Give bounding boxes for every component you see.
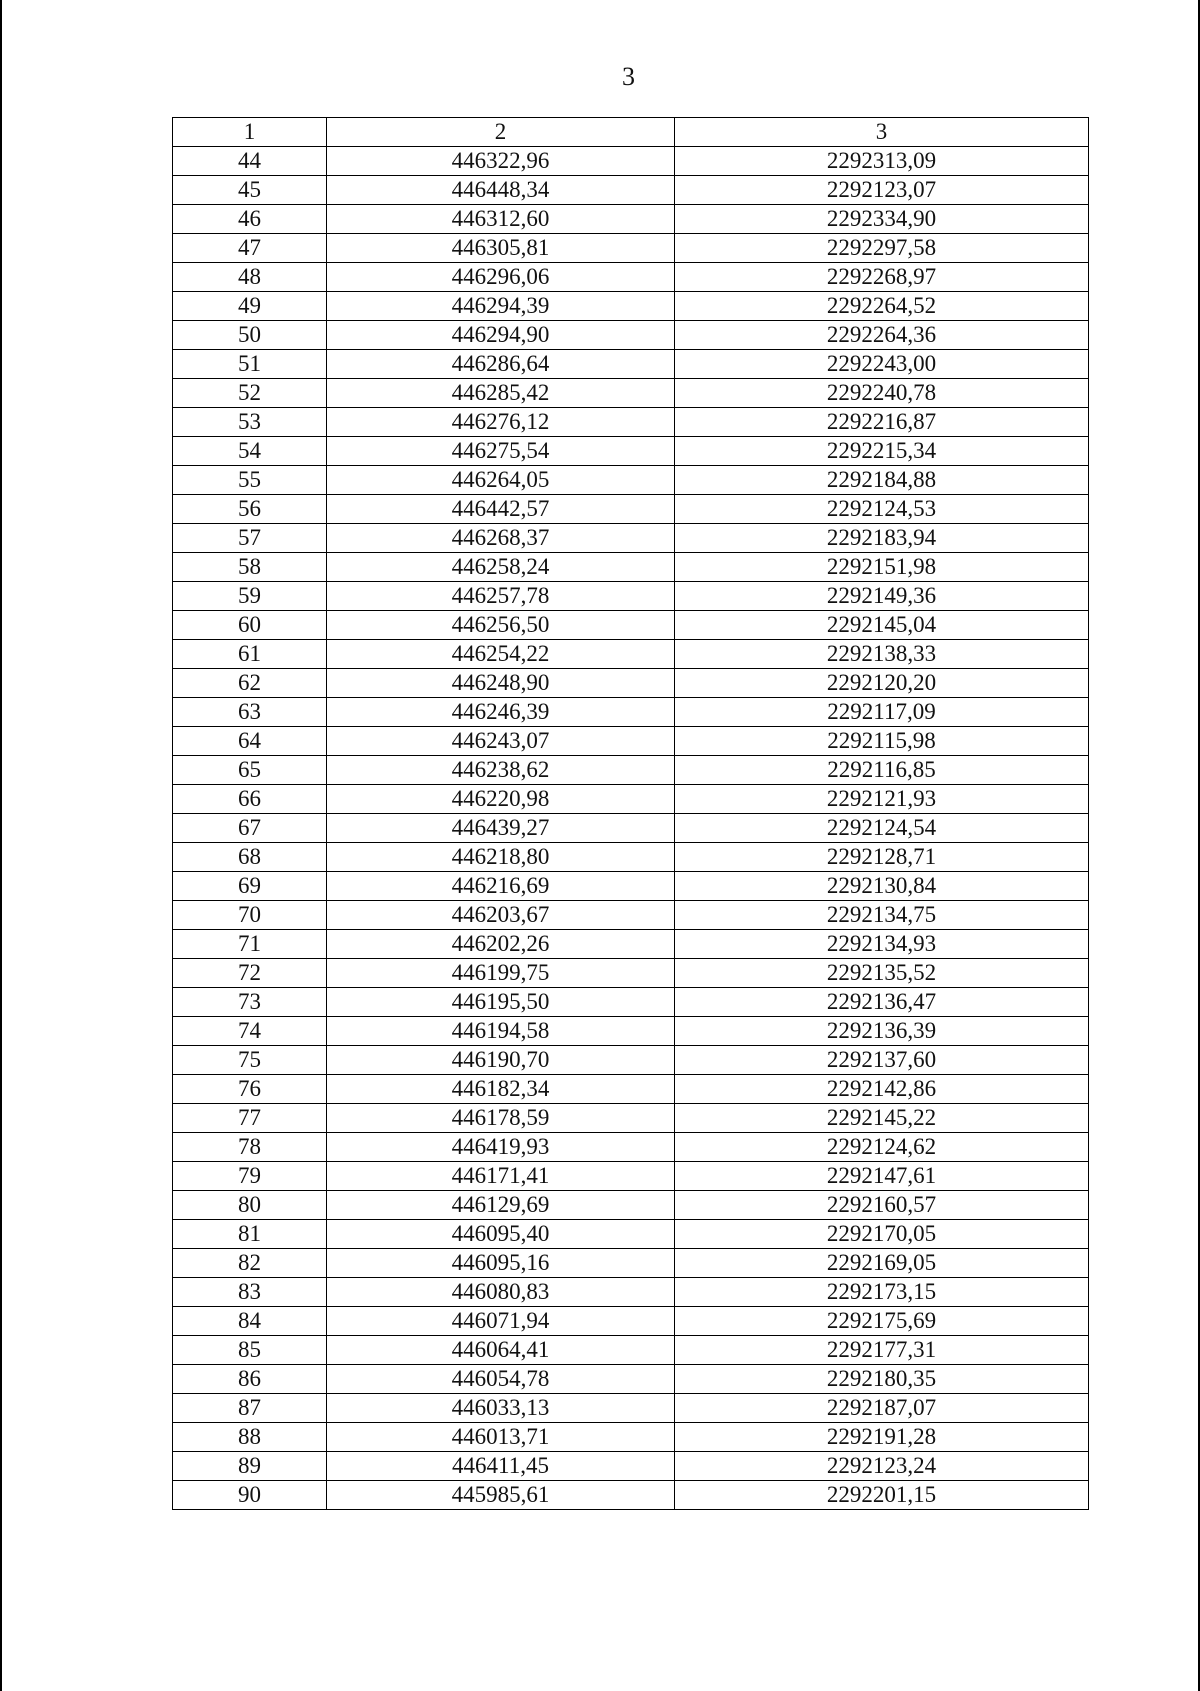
x-coordinate-cell: 446275,54 <box>327 437 675 466</box>
point-number-cell: 49 <box>173 292 327 321</box>
table-row <box>173 524 1089 553</box>
table-row <box>173 640 1089 669</box>
point-number-cell: 72 <box>173 959 327 988</box>
point-number-cell: 79 <box>173 1162 327 1191</box>
y-coordinate-cell: 2292297,58 <box>675 234 1089 263</box>
point-number-cell: 75 <box>173 1046 327 1075</box>
y-coordinate-cell: 2292149,36 <box>675 582 1089 611</box>
x-coordinate-cell: 446305,81 <box>327 234 675 263</box>
y-coordinate-cell: 2292201,15 <box>675 1481 1089 1510</box>
x-coordinate-cell: 446080,83 <box>327 1278 675 1307</box>
x-coordinate-cell: 446294,90 <box>327 321 675 350</box>
x-coordinate-cell: 446190,70 <box>327 1046 675 1075</box>
y-coordinate-cell: 2292124,54 <box>675 814 1089 843</box>
y-coordinate-cell: 2292264,52 <box>675 292 1089 321</box>
x-coordinate-cell: 446248,90 <box>327 669 675 698</box>
table-row <box>173 785 1089 814</box>
x-coordinate-cell: 446129,69 <box>327 1191 675 1220</box>
y-coordinate-cell: 2292116,85 <box>675 756 1089 785</box>
x-coordinate-cell: 446268,37 <box>327 524 675 553</box>
y-coordinate-cell: 2292134,75 <box>675 901 1089 930</box>
y-coordinate-cell: 2292215,34 <box>675 437 1089 466</box>
point-number-cell: 54 <box>173 437 327 466</box>
y-coordinate-cell: 2292191,28 <box>675 1423 1089 1452</box>
y-coordinate-cell: 2292187,07 <box>675 1394 1089 1423</box>
table-row <box>173 814 1089 843</box>
point-number-cell: 56 <box>173 495 327 524</box>
x-coordinate-cell: 446182,34 <box>327 1075 675 1104</box>
x-coordinate-cell: 446095,16 <box>327 1249 675 1278</box>
y-coordinate-cell: 2292160,57 <box>675 1191 1089 1220</box>
point-number-cell: 65 <box>173 756 327 785</box>
y-coordinate-cell: 2292135,52 <box>675 959 1089 988</box>
column-header-1: 1 <box>173 118 327 147</box>
x-coordinate-cell: 446195,50 <box>327 988 675 1017</box>
point-number-cell: 84 <box>173 1307 327 1336</box>
table-row <box>173 1394 1089 1423</box>
point-number-cell: 50 <box>173 321 327 350</box>
y-coordinate-cell: 2292137,60 <box>675 1046 1089 1075</box>
point-number-cell: 78 <box>173 1133 327 1162</box>
y-coordinate-cell: 2292240,78 <box>675 379 1089 408</box>
point-number-cell: 69 <box>173 872 327 901</box>
x-coordinate-cell: 446218,80 <box>327 843 675 872</box>
y-coordinate-cell: 2292175,69 <box>675 1307 1089 1336</box>
table-row <box>173 1220 1089 1249</box>
x-coordinate-cell: 446064,41 <box>327 1336 675 1365</box>
table-row <box>173 1278 1089 1307</box>
y-coordinate-cell: 2292136,39 <box>675 1017 1089 1046</box>
table-row <box>173 1133 1089 1162</box>
table-row <box>173 756 1089 785</box>
x-coordinate-cell: 446246,39 <box>327 698 675 727</box>
point-number-cell: 55 <box>173 466 327 495</box>
point-number-cell: 88 <box>173 1423 327 1452</box>
x-coordinate-cell: 446220,98 <box>327 785 675 814</box>
table-row <box>173 698 1089 727</box>
table-row <box>173 495 1089 524</box>
table-row <box>173 611 1089 640</box>
table-row <box>173 292 1089 321</box>
y-coordinate-cell: 2292115,98 <box>675 727 1089 756</box>
x-coordinate-cell: 446286,64 <box>327 350 675 379</box>
column-header-3: 3 <box>675 118 1089 147</box>
table-row <box>173 1191 1089 1220</box>
table-row <box>173 1481 1089 1510</box>
x-coordinate-cell: 446216,69 <box>327 872 675 901</box>
table-row <box>173 669 1089 698</box>
table-row <box>173 350 1089 379</box>
point-number-cell: 62 <box>173 669 327 698</box>
table-row <box>173 263 1089 292</box>
x-coordinate-cell: 446448,34 <box>327 176 675 205</box>
point-number-cell: 81 <box>173 1220 327 1249</box>
x-coordinate-cell: 446171,41 <box>327 1162 675 1191</box>
y-coordinate-cell: 2292147,61 <box>675 1162 1089 1191</box>
point-number-cell: 77 <box>173 1104 327 1133</box>
point-number-cell: 53 <box>173 408 327 437</box>
x-coordinate-cell: 446257,78 <box>327 582 675 611</box>
point-number-cell: 48 <box>173 263 327 292</box>
table-row <box>173 727 1089 756</box>
y-coordinate-cell: 2292170,05 <box>675 1220 1089 1249</box>
point-number-cell: 51 <box>173 350 327 379</box>
y-coordinate-cell: 2292130,84 <box>675 872 1089 901</box>
table-row <box>173 959 1089 988</box>
x-coordinate-cell: 446054,78 <box>327 1365 675 1394</box>
table-row <box>173 988 1089 1017</box>
point-number-cell: 87 <box>173 1394 327 1423</box>
point-number-cell: 76 <box>173 1075 327 1104</box>
x-coordinate-cell: 446296,06 <box>327 263 675 292</box>
table-row <box>173 1307 1089 1336</box>
y-coordinate-cell: 2292134,93 <box>675 930 1089 959</box>
y-coordinate-cell: 2292124,62 <box>675 1133 1089 1162</box>
y-coordinate-cell: 2292142,86 <box>675 1075 1089 1104</box>
point-number-cell: 45 <box>173 176 327 205</box>
x-coordinate-cell: 446258,24 <box>327 553 675 582</box>
y-coordinate-cell: 2292124,53 <box>675 495 1089 524</box>
x-coordinate-cell: 446033,13 <box>327 1394 675 1423</box>
table-row <box>173 1336 1089 1365</box>
x-coordinate-cell: 446238,62 <box>327 756 675 785</box>
table-row <box>173 205 1089 234</box>
y-coordinate-cell: 2292216,87 <box>675 408 1089 437</box>
y-coordinate-cell: 2292121,93 <box>675 785 1089 814</box>
table-row <box>173 582 1089 611</box>
table-row <box>173 1017 1089 1046</box>
table-row <box>173 1075 1089 1104</box>
table-row <box>173 1046 1089 1075</box>
table-row <box>173 379 1089 408</box>
y-coordinate-cell: 2292123,24 <box>675 1452 1089 1481</box>
x-coordinate-cell: 446194,58 <box>327 1017 675 1046</box>
x-coordinate-cell: 446202,26 <box>327 930 675 959</box>
table-row <box>173 147 1089 176</box>
y-coordinate-cell: 2292183,94 <box>675 524 1089 553</box>
y-coordinate-cell: 2292123,07 <box>675 176 1089 205</box>
point-number-cell: 52 <box>173 379 327 408</box>
x-coordinate-cell: 446203,67 <box>327 901 675 930</box>
x-coordinate-cell: 446095,40 <box>327 1220 675 1249</box>
coordinates-table <box>172 117 1089 1510</box>
x-coordinate-cell: 446264,05 <box>327 466 675 495</box>
point-number-cell: 86 <box>173 1365 327 1394</box>
point-number-cell: 74 <box>173 1017 327 1046</box>
table-row <box>173 1104 1089 1133</box>
point-number-cell: 60 <box>173 611 327 640</box>
table-row <box>173 1423 1089 1452</box>
x-coordinate-cell: 446276,12 <box>327 408 675 437</box>
point-number-cell: 71 <box>173 930 327 959</box>
table-row <box>173 466 1089 495</box>
table-row <box>173 1249 1089 1278</box>
point-number-cell: 70 <box>173 901 327 930</box>
x-coordinate-cell: 446256,50 <box>327 611 675 640</box>
point-number-cell: 64 <box>173 727 327 756</box>
y-coordinate-cell: 2292128,71 <box>675 843 1089 872</box>
y-coordinate-cell: 2292180,35 <box>675 1365 1089 1394</box>
point-number-cell: 83 <box>173 1278 327 1307</box>
point-number-cell: 46 <box>173 205 327 234</box>
x-coordinate-cell: 446243,07 <box>327 727 675 756</box>
y-coordinate-cell: 2292138,33 <box>675 640 1089 669</box>
y-coordinate-cell: 2292334,90 <box>675 205 1089 234</box>
point-number-cell: 67 <box>173 814 327 843</box>
table-row <box>173 930 1089 959</box>
y-coordinate-cell: 2292268,97 <box>675 263 1089 292</box>
y-coordinate-cell: 2292243,00 <box>675 350 1089 379</box>
table-row <box>173 234 1089 263</box>
point-number-cell: 57 <box>173 524 327 553</box>
y-coordinate-cell: 2292120,20 <box>675 669 1089 698</box>
table-row <box>173 843 1089 872</box>
point-number-cell: 73 <box>173 988 327 1017</box>
point-number-cell: 59 <box>173 582 327 611</box>
table-row <box>173 408 1089 437</box>
x-coordinate-cell: 446419,93 <box>327 1133 675 1162</box>
point-number-cell: 85 <box>173 1336 327 1365</box>
page-number: 3 <box>622 62 635 91</box>
point-number-cell: 82 <box>173 1249 327 1278</box>
point-number-cell: 61 <box>173 640 327 669</box>
y-coordinate-cell: 2292169,05 <box>675 1249 1089 1278</box>
y-coordinate-cell: 2292177,31 <box>675 1336 1089 1365</box>
point-number-cell: 44 <box>173 147 327 176</box>
table-row <box>173 176 1089 205</box>
table-row <box>173 321 1089 350</box>
table-row <box>173 1365 1089 1394</box>
point-number-cell: 68 <box>173 843 327 872</box>
x-coordinate-cell: 446071,94 <box>327 1307 675 1336</box>
x-coordinate-cell: 446013,71 <box>327 1423 675 1452</box>
y-coordinate-cell: 2292151,98 <box>675 553 1089 582</box>
y-coordinate-cell: 2292117,09 <box>675 698 1089 727</box>
scan-border-left <box>0 0 2 1691</box>
point-number-cell: 66 <box>173 785 327 814</box>
table-row <box>173 1162 1089 1191</box>
table-row <box>173 437 1089 466</box>
point-number-cell: 58 <box>173 553 327 582</box>
y-coordinate-cell: 2292184,88 <box>675 466 1089 495</box>
coordinates-table-body <box>173 118 1089 1510</box>
y-coordinate-cell: 2292313,09 <box>675 147 1089 176</box>
x-coordinate-cell: 445985,61 <box>327 1481 675 1510</box>
x-coordinate-cell: 446322,96 <box>327 147 675 176</box>
x-coordinate-cell: 446439,27 <box>327 814 675 843</box>
y-coordinate-cell: 2292264,36 <box>675 321 1089 350</box>
y-coordinate-cell: 2292145,22 <box>675 1104 1089 1133</box>
y-coordinate-cell: 2292136,47 <box>675 988 1089 1017</box>
y-coordinate-cell: 2292173,15 <box>675 1278 1089 1307</box>
point-number-cell: 89 <box>173 1452 327 1481</box>
x-coordinate-cell: 446312,60 <box>327 205 675 234</box>
column-header-2: 2 <box>327 118 675 147</box>
point-number-cell: 47 <box>173 234 327 263</box>
point-number-cell: 90 <box>173 1481 327 1510</box>
table-row <box>173 901 1089 930</box>
x-coordinate-cell: 446442,57 <box>327 495 675 524</box>
y-coordinate-cell: 2292145,04 <box>675 611 1089 640</box>
point-number-cell: 80 <box>173 1191 327 1220</box>
x-coordinate-cell: 446294,39 <box>327 292 675 321</box>
x-coordinate-cell: 446254,22 <box>327 640 675 669</box>
x-coordinate-cell: 446178,59 <box>327 1104 675 1133</box>
table-row <box>173 872 1089 901</box>
x-coordinate-cell: 446285,42 <box>327 379 675 408</box>
x-coordinate-cell: 446199,75 <box>327 959 675 988</box>
table-header-row <box>173 118 1089 147</box>
table-row <box>173 1452 1089 1481</box>
x-coordinate-cell: 446411,45 <box>327 1452 675 1481</box>
table-row <box>173 553 1089 582</box>
point-number-cell: 63 <box>173 698 327 727</box>
